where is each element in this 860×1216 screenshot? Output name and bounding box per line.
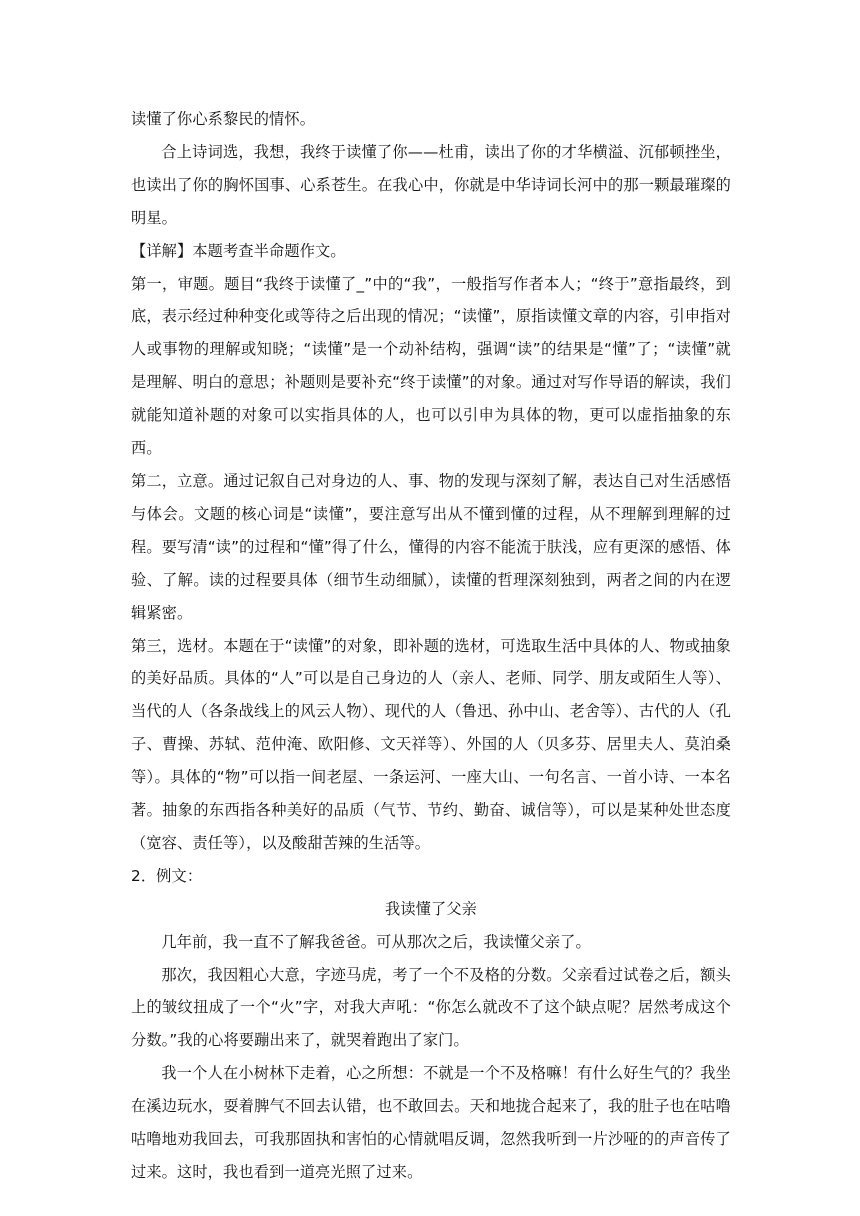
paragraph-topic-review: 第一，审题。题目“我终于读懂了_”中的“我”，一般指写作者本人；“终于”意指最终，到底，表示经过种种变化或等待之后出现的情况；“读懂”，原指读懂文章的内容，引申指对人或事物的理解或知晓；“读懂”是一个动补结构，强调“读”的结果是“懂”了；“读懂”就是理解、明白的意思；补题则是要补充“终于读懂”的对象。通过对写作导语的解读，我们就能知道补题的对象可以实指具体的人，也可以引申为具体的物，更可以虚指抽象的东西。 — [131, 274, 731, 458]
document-body — [131, 103, 731, 1189]
essay-paragraph-2: 那次，我因粗心大意，字迹马虎，考了一个不及格的分数。父亲看过试卷之后，额头上的皱纹扭成了一个“火”字，对我大声吼：“你怎么就改不了这个缺点呢？居然考成这个分数。”我的心将要蹦出来了，就哭着跑出了家门。 — [131, 965, 731, 1050]
detail-heading: 【详解】本题考查半命题作文。 — [131, 241, 346, 260]
essay-title: 我读懂了父亲 — [384, 899, 478, 918]
paragraph-2: 合上诗词选，我想，我终于读懂了你——杜甫，读出了你的才华横溢、沉郁顿挫坐，也读出了你的胸怀国事、心系苍生。在我心中，你就是中华诗词长河中的那一颗最璀璨的明星。 — [131, 142, 731, 227]
essay-paragraph-3: 我一个人在小树林下走着，心之所想：不就是一个不及格嘛！有什么好生气的？我坐在溪边玩水，耍着脾气不回去认错，也不敢回去。天和地拢合起来了，我的肚子也在咕噜咕噜地劝我回去，可我那固执和害怕的心情就唱反调，忽然我听到一片沙哑的的声音传了过来。这时，我也看到一道亮光照了过来。 — [131, 1064, 731, 1181]
example-label: 2．例文： — [131, 866, 203, 885]
paragraph-theme: 第二，立意。通过记叙自己对身边的人、事、物的发现与深刻了解，表达自己对生活感悟与体会。文题的核心词是“读懂”，要注意写出从不懂到懂的过程，从不理解到理解的过程。要写清“读”的过程和“懂”得了什么，懂得的内容不能流于肤浅，应有更深的感悟、体验、了解。读的过程要具体（细节生动细腻），读懂的哲理深刻独到，两者之间的内在逻辑紧密。 — [131, 471, 731, 622]
paragraph-1: 读懂了你心系黎民的情怀。 — [131, 110, 316, 128]
essay-paragraph-1: 几年前，我一直不了解我爸爸。可从那次之后，我读懂父亲了。 — [161, 932, 591, 951]
paragraph-material: 第三，选材。本题在于“读懂”的对象，即补题的选材，可选取生活中具体的人、物或抽象的美好品质。具体的“人”可以是自己身边的人（亲人、老师、同学、朋友或陌生人等）、当代的人（各条战线上的风云人物）、现代的人（鲁迅、孙中山、老舍等）、古代的人（孔子、曹操、苏轼、范仲淹、欧阳修、文天祥等）、外国的人（贝多芬、居里夫人、莫泊桑等）。具体的“物”可以指一间老屋、一条运河、一座大山、一句名言、一首小诗、一本名著。抽象的东西指各种美好的品质（气节、节约、勤奋、诚信等），可以是某种处世态度（宽容、责任等），以及酸甜苦辣的生活等。 — [131, 636, 731, 852]
